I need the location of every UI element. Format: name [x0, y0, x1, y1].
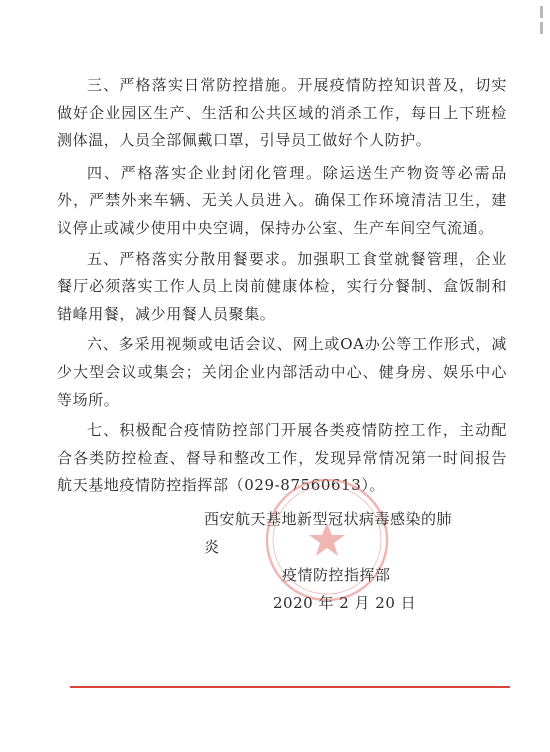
paragraph-4: 四、严格落实企业封闭化管理。除运送生产物资等必需品外，严禁外来车辆、无关人员进入。确保工作环境清洁卫生，建议停止或减少使用中央空调，保持办公室、生产车间空气流通。	[57, 163, 507, 237]
paragraph-7: 七、积极配合疫情防控部门开展各类疫情防控工作，主动配合各类防控检查、督导和整改工作，发现异常情况第一时间报告航天基地疫情防控指挥部（029-87560613）。	[57, 421, 507, 495]
paragraph-6: 六、多采用视频或电话会议、网上或OA办公等工作形式，减少大型会议或集会；关闭企业内部活动中心、健身房、娱乐中心等场所。	[57, 335, 507, 409]
issuer-name-line1: 西安航天基地新型冠状病毒感染的肺炎	[204, 510, 453, 556]
paragraph-3: 三、严格落实日常防控措施。开展疫情防控知识普及，切实做好企业园区生产、生活和公共区域的消杀工作，每日上下班检测体温，人员全部佩戴口罩，引导员工做好个人防护。	[57, 76, 507, 150]
issue-date: 2020 年 2 月 20 日	[273, 594, 417, 612]
edge-mark	[536, 6, 546, 40]
paragraph-5: 五、严格落实分散用餐要求。加强职工食堂就餐管理，企业餐厅必须落实工作人员上岗前健康体检，实行分餐制、盒饭制和错峰用餐，减少用餐人员聚集。	[57, 249, 507, 323]
issuer-name-line2: 疫情防控指挥部	[282, 566, 391, 584]
red-divider-line	[70, 686, 510, 688]
signature-block	[200, 505, 460, 617]
document-body	[57, 72, 507, 503]
